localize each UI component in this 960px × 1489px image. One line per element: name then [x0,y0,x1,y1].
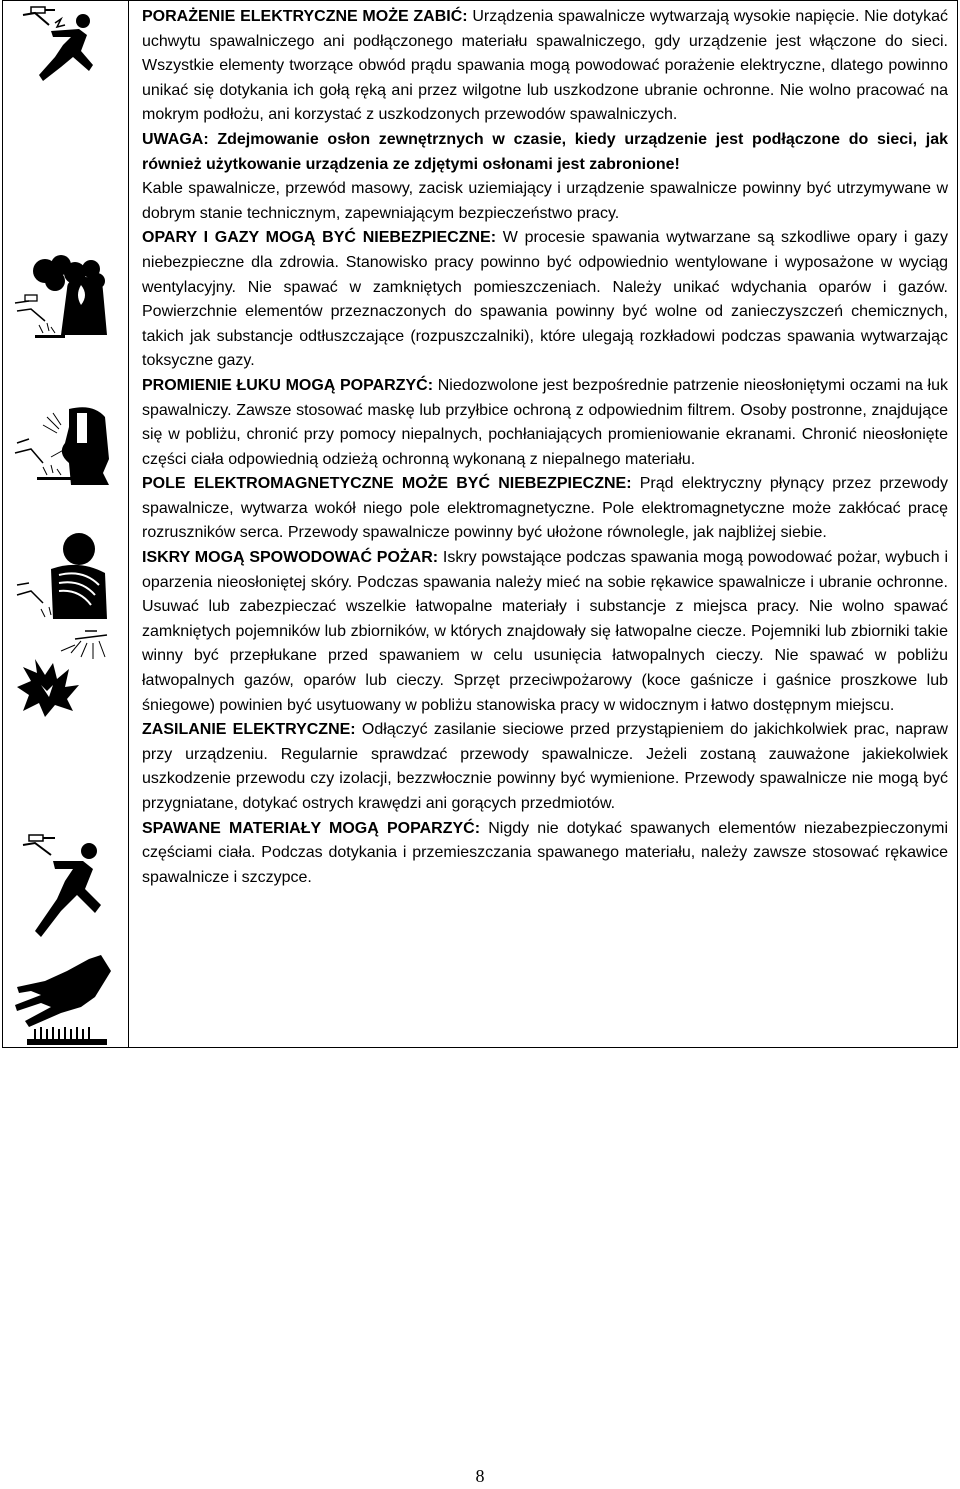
section-heading: PROMIENIE ŁUKU MOGĄ POPARZYĆ: [142,376,434,394]
section-body: Iskry powstające podczas spawania mogą powodować pożar, wybuch i oparzenia nieosłoniętej skóry. Podczas spawania należy mieć na sobie rękawice spawalnicze i ubranie ochronne. Usuwać lub zabezpieczać wszelkie łatwopalne materiały i substancje z miejsca pracy. Nie wolno spawać zamkniętych pojemników lub zbiorników, w których znajdowały się łatwopalne ciecze. Pojemniki lub zbiorniki takie winny być przepłukane przed spawaniem w celu usunięcia łatwopalnych cieczy. Nie spawać w pobliżu łatwopalnych gazów, oparów lub cieczy. Sprzęt przeciwpożarowy (koce gaśnicze i gaśnice proszkowe lub śniegowe) powinien być usytuowany w pobliżu stanowiska pracy w widocznym i łatwo dostępnym miejscu. [142,549,948,714]
section-body: Nigdy nie dotykać spawanych elementów niezabezpieczonymi częściami ciała. Podczas dotykania i przemieszczania spawanego materiału, należy zawsze stosować rękawice spawalnicze i szczypce. [142,819,948,886]
section-heading: SPAWANE MATERIAŁY MOGĄ POPARZYĆ: [142,819,481,837]
section-hot-materials [142,817,948,891]
section-body: Odłączyć zasilanie sieciowe przed przystąpieniem do jakichkolwiek prac, napraw przy urządzeniu. Regularnie sprawdzać przewody spawalnicze. Jeżeli zostaną zauważone jakiekolwiek uszkodzenie przewodu czy izolacji, bezzwłocznie powinny być wymienione. Przewody spawalnicze nie mogą być przygniatane, dotykać ostrych krawędzi ani gorących przedmiotów. [142,721,948,812]
text-column [142,5,948,890]
sparks-fire-icon [15,629,119,717]
section-electric-shock [142,5,948,128]
section-heading: ISKRY MOGĄ SPOWODOWAĆ POŻAR: [142,549,439,567]
section-electromagnetic [142,472,948,546]
section-sparks [142,546,948,718]
section-heading: ZASILANIE ELEKTRYCZNE: [142,721,356,739]
section-heading: OPARY I GAZY MOGĄ BYĆ NIEBEZPIECZNE: [142,229,497,247]
electromagnetic-field-icon [13,529,119,621]
section-heading: PORAŻENIE ELEKTRYCZNE MOŻE ZABIĆ: [142,8,468,25]
section-heading: POLE ELEKTROMAGNETYCZNE MOŻE BYĆ NIEBEZPIECZNE: [142,475,632,493]
fumes-gases-icon [11,255,117,339]
warning-covers: UWAGA: Zdejmowanie osłon zewnętrznych w czasie, kiedy urządzenie jest podłączone do sieci, jak również użytkowanie urządzenia ze zdjętymi osłonami jest zabronione! [142,130,948,173]
section-cables-note: Kable spawalnicze, przewód masowy, zacisk uziemiający i urządzenie spawalnicze powinny być utrzymywane w dobrym stanie technicznym, zapewniającym bezpieczeństwo pracy. [142,180,948,222]
hot-parts-icon [11,951,115,1045]
power-supply-icon [21,833,117,941]
section-fumes [142,226,948,374]
section-body: Prąd elektryczny płynący przez przewody spawalnicze, wytwarza wokół niego pole elektromagnetyczne. Pole elektromagnetyczne może zakłócać pracę rozruszników serca. Przewody spawalnicze powinny być ułożone równolegle, jak najbliżej siebie. [142,475,949,542]
arc-rays-icon [13,403,119,487]
icon-column [3,1,129,1047]
section-arc-rays [142,374,948,472]
section-body: Niedozwolone jest bezpośrednie patrzenie nieosłoniętymi oczami na łuk spawalniczy. Zawsze stosować maskę lub przyłbice ochroną z odpowiednim filtrem. Osoby postronne, znajdujące się w pobliżu, chronić przy pomocy niepalnych, pochłaniających promieniowanie ekranami. Chronić nieosłonięte części ciała odpowiednią odzieżą ochronną wykonaną z niepalnego materiału. [142,376,949,468]
section-body: Urządzenia spawalnicze wytwarzają wysokie napięcie. Nie dotykać uchwytu spawalniczego ani podłączonego materiału spawalniczego, gdy urządzenie jest włączone do sieci. Wszystkie elementy tworzące obwód prądu spawania mogą powodować porażenie elektryczne, dlatego powinno unikać się dotykania ich gołą ręką ani przez wilgotne lub uszkodzone ubranie ochronne. Nie wolno pracować na mokrym podłożu, ani korzystać z uszkodzonych przewodów spawalniczych. [142,8,948,124]
section-power-supply [142,718,948,816]
page-number: 8 [475,1466,485,1486]
section-body: W procesie spawania wytwarzane są szkodliwe opary i gazy niebezpieczne dla zdrowia. Stanowisko pracy powinno być odpowiednio wentylowane i wyposażone w wyciąg wentylacyjny. Nie spawać w zamkniętych pomieszczeniach. Należy unikać wdychania oparów i gazów. Powierzchnie elementów przeznaczonych do spawania powinny być wolne od zanieczyszczeń chemicznych, takich jak substancje odtłuszczające (rozpuszczalniki), które ulegają rozkładowi podczas spawania wytwarzając toksyczne gazy. [142,229,949,370]
electric-shock-icon [21,5,101,81]
safety-table [2,0,958,1048]
